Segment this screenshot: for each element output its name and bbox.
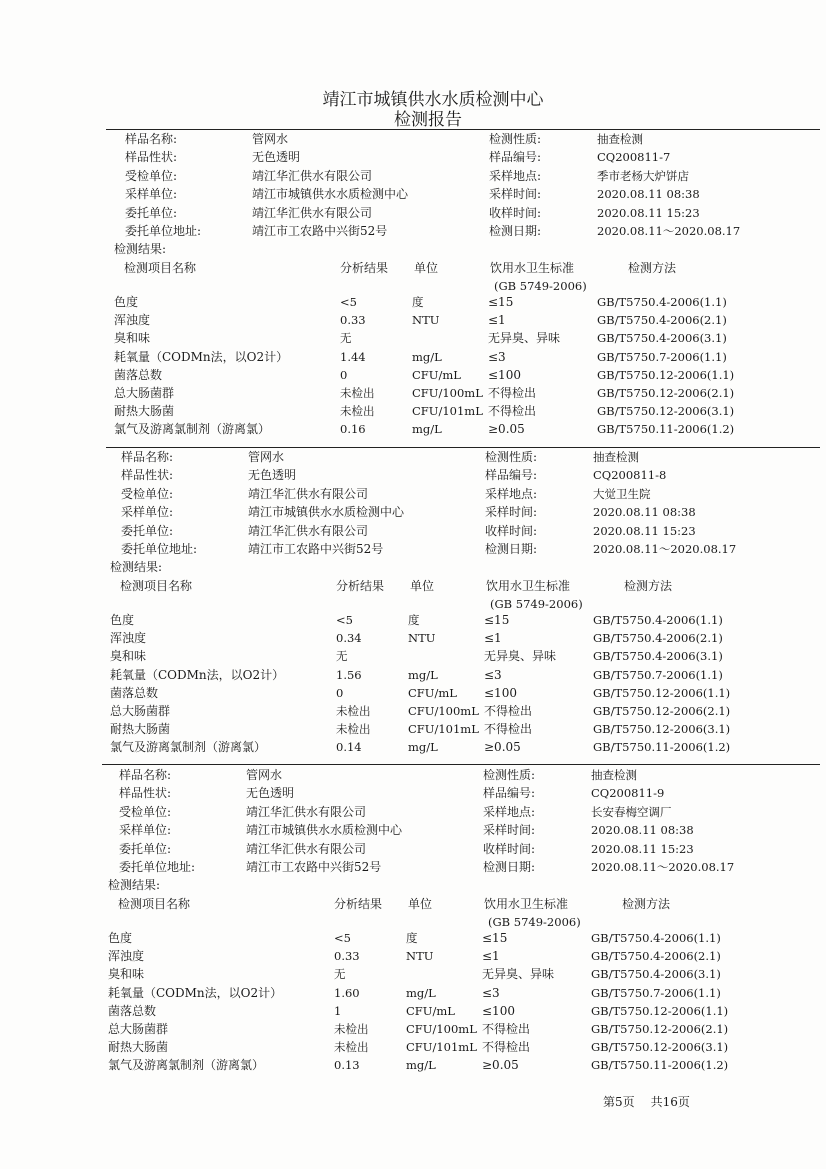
field-value: 靖江市城镇供水水质检测中心: [248, 505, 405, 519]
field-value: 抽查检测: [593, 450, 639, 464]
field-value: 靖江市工农路中兴街52号: [246, 860, 382, 874]
result-item: 总大肠菌群: [108, 1022, 169, 1036]
result-standard: 无异臭、异味: [488, 331, 561, 345]
field-value: 2020.08.11 08:38: [591, 823, 694, 837]
field-value: 靖江市工农路中兴街52号: [252, 224, 388, 238]
result-item: 臭和味: [108, 967, 145, 981]
result-standard: 不得检出: [482, 1022, 531, 1036]
column-header: 检测方法: [624, 579, 673, 593]
column-header: 检测方法: [622, 897, 671, 911]
result-item: 氯气及游离氯制剂（游离氯）: [110, 740, 267, 754]
section-divider: [106, 129, 820, 130]
result-item: 总大肠菌群: [114, 386, 175, 400]
results-heading: 检测结果:: [114, 242, 167, 256]
result-unit: 度: [406, 931, 418, 945]
field-label: 受检单位:: [125, 169, 178, 183]
result-unit: mg/L: [408, 740, 438, 754]
field-label: 收样时间:: [483, 842, 536, 856]
sample-block: [0, 449, 822, 769]
field-label: 采样地点:: [483, 805, 536, 819]
result-unit: mg/L: [408, 668, 438, 682]
result-standard: ≤1: [488, 313, 506, 327]
result-method: GB/T5750.4-2006(3.1): [597, 331, 727, 345]
field-value: 大觉卫生院: [593, 487, 651, 501]
column-header: 分析结果: [340, 261, 389, 275]
result-standard: ≥0.05: [482, 1058, 519, 1072]
result-standard: ≤1: [484, 631, 502, 645]
result-value: <5: [334, 931, 351, 945]
result-value: 0: [336, 686, 344, 700]
field-label: 受检单位:: [121, 487, 174, 501]
field-value: 靖江市城镇供水水质检测中心: [246, 823, 403, 837]
field-label: 采样单位:: [119, 823, 172, 837]
result-standard: ≤100: [482, 1004, 515, 1018]
result-value: 无: [336, 649, 348, 663]
result-standard: ≥0.05: [488, 422, 525, 436]
result-standard: ≥0.05: [484, 740, 521, 754]
result-item: 耗氧量（CODMn法，以O2计）: [110, 668, 285, 682]
result-method: GB/T5750.7-2006(1.1): [593, 668, 723, 682]
result-value: 0.16: [340, 422, 366, 436]
field-label: 采样地点:: [485, 487, 538, 501]
result-standard: ≤3: [488, 350, 506, 364]
result-unit: CFU/100mL: [412, 386, 483, 400]
result-standard: ≤15: [484, 613, 510, 627]
field-value: 管网水: [248, 450, 285, 464]
result-value: 0.34: [336, 631, 362, 645]
result-method: GB/T5750.12-2006(1.1): [593, 686, 731, 700]
column-header: (GB 5749-2006): [488, 915, 581, 929]
field-value: 靖江华汇供水有限公司: [246, 805, 367, 819]
field-label: 样品编号:: [483, 786, 536, 800]
field-label: 检测性质:: [485, 450, 538, 464]
result-standard: ≤100: [488, 368, 521, 382]
result-item: 菌落总数: [108, 1004, 157, 1018]
result-unit: mg/L: [406, 1058, 436, 1072]
result-item: 色度: [114, 295, 139, 309]
result-standard: ≤1: [482, 949, 500, 963]
result-item: 色度: [110, 613, 135, 627]
result-standard: ≤3: [482, 986, 500, 1000]
column-header: 检测项目名称: [124, 261, 197, 275]
result-value: 1: [334, 1004, 342, 1018]
result-method: GB/T5750.12-2006(3.1): [597, 404, 735, 418]
result-unit: mg/L: [412, 422, 442, 436]
result-standard: 不得检出: [482, 1040, 531, 1054]
result-value: 无: [334, 967, 346, 981]
field-value: 长安春梅空调厂: [591, 805, 672, 819]
result-unit: NTU: [408, 631, 436, 645]
result-value: 0.33: [334, 949, 360, 963]
field-label: 采样单位:: [125, 187, 178, 201]
result-method: GB/T5750.12-2006(2.1): [597, 386, 735, 400]
result-standard: ≤15: [488, 295, 514, 309]
field-value: CQ200811-9: [591, 786, 665, 800]
result-value: 未检出: [340, 404, 375, 418]
result-value: 未检出: [336, 722, 371, 736]
result-item: 耗氧量（CODMn法，以O2计）: [108, 986, 283, 1000]
result-standard: ≤15: [482, 931, 508, 945]
field-value: 管网水: [252, 132, 289, 146]
result-method: GB/T5750.7-2006(1.1): [597, 350, 727, 364]
column-header: (GB 5749-2006): [494, 279, 587, 293]
field-label: 采样时间:: [485, 505, 538, 519]
result-method: GB/T5750.4-2006(1.1): [597, 295, 727, 309]
result-standard: 不得检出: [488, 386, 537, 400]
result-value: 1.44: [340, 350, 366, 364]
field-value: 2020.08.11 15:23: [593, 524, 696, 538]
result-item: 菌落总数: [114, 368, 163, 382]
result-unit: CFU/mL: [406, 1004, 455, 1018]
result-method: GB/T5750.7-2006(1.1): [591, 986, 721, 1000]
result-unit: CFU/100mL: [408, 704, 479, 718]
column-header: 饮用水卫生标准: [490, 261, 575, 275]
field-label: 收样时间:: [485, 524, 538, 538]
field-label: 检测日期:: [489, 224, 542, 238]
result-item: 臭和味: [110, 649, 147, 663]
field-value: 2020.08.11 15:23: [597, 206, 700, 220]
field-value: 无色透明: [246, 786, 295, 800]
field-value: 2020.08.11～2020.08.17: [597, 224, 741, 238]
column-header: 饮用水卫生标准: [484, 897, 569, 911]
field-label: 委托单位地址:: [125, 224, 202, 238]
field-value: CQ200811-7: [597, 150, 671, 164]
result-standard: 不得检出: [488, 404, 537, 418]
field-value: CQ200811-8: [593, 468, 667, 482]
sample-block: [0, 131, 826, 451]
field-value: 2020.08.11 15:23: [591, 842, 694, 856]
field-value: 无色透明: [248, 468, 297, 482]
result-standard: 不得检出: [484, 722, 533, 736]
field-label: 采样时间:: [483, 823, 536, 837]
page-number: 第5页: [603, 1095, 635, 1109]
result-method: GB/T5750.4-2006(1.1): [591, 931, 721, 945]
field-value: 季市老杨大炉饼店: [597, 169, 689, 183]
result-unit: mg/L: [406, 986, 436, 1000]
field-value: 靖江华汇供水有限公司: [246, 842, 367, 856]
field-label: 委托单位:: [121, 524, 174, 538]
field-label: 检测性质:: [483, 768, 536, 782]
field-value: 抽查检测: [597, 132, 643, 146]
result-unit: CFU/mL: [412, 368, 461, 382]
result-value: 0.33: [340, 313, 366, 327]
result-value: 0.13: [334, 1058, 360, 1072]
result-method: GB/T5750.12-2006(1.1): [591, 1004, 729, 1018]
result-method: GB/T5750.4-2006(2.1): [591, 949, 721, 963]
field-value: 2020.08.11～2020.08.17: [591, 860, 735, 874]
sample-block: [0, 767, 820, 1087]
field-label: 收样时间:: [489, 206, 542, 220]
field-value: 2020.08.11 08:38: [597, 187, 700, 201]
result-item: 色度: [108, 931, 133, 945]
result-item: 浑浊度: [108, 949, 145, 963]
field-value: 无色透明: [252, 150, 301, 164]
result-item: 耐热大肠菌: [108, 1040, 169, 1054]
field-label: 采样地点:: [489, 169, 542, 183]
result-method: GB/T5750.11-2006(1.2): [597, 422, 735, 436]
result-method: GB/T5750.4-2006(1.1): [593, 613, 723, 627]
column-header: 检测方法: [628, 261, 677, 275]
result-unit: CFU/mL: [408, 686, 457, 700]
results-heading: 检测结果:: [108, 878, 161, 892]
field-value: 靖江华汇供水有限公司: [252, 206, 373, 220]
result-standard: ≤100: [484, 686, 517, 700]
result-method: GB/T5750.4-2006(3.1): [593, 649, 723, 663]
field-label: 委托单位:: [125, 206, 178, 220]
result-unit: CFU/100mL: [406, 1022, 477, 1036]
field-value: 靖江市工农路中兴街52号: [248, 542, 384, 556]
field-label: 检测日期:: [485, 542, 538, 556]
page-footer: [603, 1093, 706, 1110]
result-item: 浑浊度: [110, 631, 147, 645]
field-label: 样品名称:: [119, 768, 172, 782]
field-value: 管网水: [246, 768, 283, 782]
result-method: GB/T5750.12-2006(2.1): [591, 1022, 729, 1036]
field-value: 靖江华汇供水有限公司: [252, 169, 373, 183]
field-label: 采样时间:: [489, 187, 542, 201]
result-value: <5: [336, 613, 353, 627]
report-title: 检测报告: [394, 110, 462, 130]
field-label: 样品性状:: [125, 150, 178, 164]
result-item: 氯气及游离氯制剂（游离氯）: [108, 1058, 265, 1072]
result-item: 耐热大肠菌: [110, 722, 171, 736]
result-method: GB/T5750.12-2006(1.1): [597, 368, 735, 382]
result-value: 未检出: [334, 1022, 369, 1036]
result-value: 无: [340, 331, 352, 345]
result-method: GB/T5750.12-2006(2.1): [593, 704, 731, 718]
field-label: 受检单位:: [119, 805, 172, 819]
field-value: 靖江华汇供水有限公司: [248, 487, 369, 501]
column-header: 检测项目名称: [120, 579, 193, 593]
result-value: <5: [340, 295, 357, 309]
result-unit: NTU: [406, 949, 434, 963]
column-header: (GB 5749-2006): [490, 597, 583, 611]
field-label: 样品编号:: [489, 150, 542, 164]
result-item: 总大肠菌群: [110, 704, 171, 718]
result-value: 0: [340, 368, 348, 382]
column-header: 单位: [414, 261, 439, 275]
field-label: 委托单位地址:: [119, 860, 196, 874]
result-standard: ≤3: [484, 668, 502, 682]
field-label: 样品性状:: [119, 786, 172, 800]
field-value: 靖江市城镇供水水质检测中心: [252, 187, 409, 201]
page-total: 共16页: [650, 1095, 690, 1109]
result-item: 菌落总数: [110, 686, 159, 700]
result-value: 未检出: [340, 386, 375, 400]
result-method: GB/T5750.4-2006(2.1): [597, 313, 727, 327]
result-value: 0.14: [336, 740, 362, 754]
report-org-title: 靖江市城镇供水水质检测中心: [322, 90, 544, 110]
result-item: 浑浊度: [114, 313, 151, 327]
result-method: GB/T5750.11-2006(1.2): [591, 1058, 729, 1072]
field-value: 2020.08.11～2020.08.17: [593, 542, 737, 556]
result-value: 未检出: [334, 1040, 369, 1054]
field-label: 样品名称:: [121, 450, 174, 464]
field-value: 2020.08.11 08:38: [593, 505, 696, 519]
result-method: GB/T5750.11-2006(1.2): [593, 740, 731, 754]
field-label: 委托单位:: [119, 842, 172, 856]
result-unit: CFU/101mL: [412, 404, 483, 418]
column-header: 检测项目名称: [118, 897, 191, 911]
result-value: 未检出: [336, 704, 371, 718]
column-header: 单位: [408, 897, 433, 911]
results-heading: 检测结果:: [110, 560, 163, 574]
result-unit: NTU: [412, 313, 440, 327]
result-method: GB/T5750.4-2006(3.1): [591, 967, 721, 981]
result-standard: 无异臭、异味: [482, 967, 555, 981]
field-value: 靖江华汇供水有限公司: [248, 524, 369, 538]
result-unit: mg/L: [412, 350, 442, 364]
column-header: 单位: [410, 579, 435, 593]
result-unit: CFU/101mL: [408, 722, 479, 736]
result-value: 1.60: [334, 986, 360, 1000]
column-header: 分析结果: [334, 897, 383, 911]
result-method: GB/T5750.4-2006(2.1): [593, 631, 723, 645]
result-method: GB/T5750.12-2006(3.1): [591, 1040, 729, 1054]
result-value: 1.56: [336, 668, 362, 682]
field-label: 检测性质:: [489, 132, 542, 146]
result-unit: CFU/101mL: [406, 1040, 477, 1054]
field-value: 抽查检测: [591, 768, 637, 782]
result-unit: 度: [412, 295, 424, 309]
column-header: 分析结果: [336, 579, 385, 593]
result-unit: 度: [408, 613, 420, 627]
field-label: 采样单位:: [121, 505, 174, 519]
result-item: 耗氧量（CODMn法，以O2计）: [114, 350, 289, 364]
result-item: 氯气及游离氯制剂（游离氯）: [114, 422, 271, 436]
field-label: 样品名称:: [125, 132, 178, 146]
field-label: 委托单位地址:: [121, 542, 198, 556]
field-label: 检测日期:: [483, 860, 536, 874]
result-standard: 不得检出: [484, 704, 533, 718]
column-header: 饮用水卫生标准: [486, 579, 571, 593]
field-label: 样品编号:: [485, 468, 538, 482]
result-item: 臭和味: [114, 331, 151, 345]
result-item: 耐热大肠菌: [114, 404, 175, 418]
field-label: 样品性状:: [121, 468, 174, 482]
result-standard: 无异臭、异味: [484, 649, 557, 663]
result-method: GB/T5750.12-2006(3.1): [593, 722, 731, 736]
